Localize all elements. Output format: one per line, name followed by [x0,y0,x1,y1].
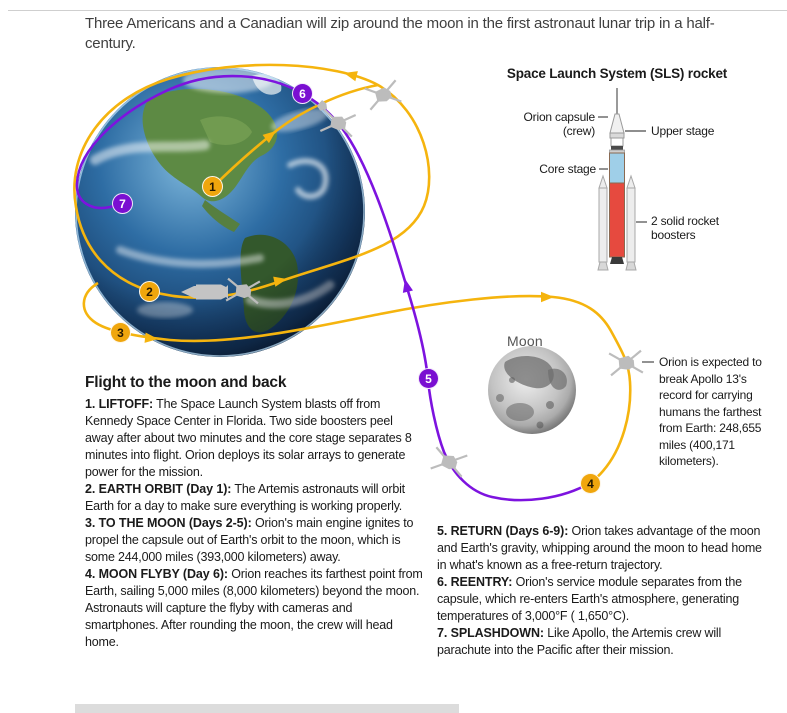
waypoint-3: 3 [110,322,131,343]
waypoint-2: 2 [139,281,160,302]
orion-spacecraft-icon [365,80,402,110]
step-4 [85,566,423,651]
step-4-text: Orion reaches its farthest point from Earth, sailing 5,000 miles (8,000 kilometers) beyond the moon. Astronauts will capture the flyby with cameras and smartphones. After rounding the moon, the crew will head home. [85,567,423,649]
waypoint-7: 7 [112,193,133,214]
orion-spacecraft-icon [609,351,643,376]
step-7-text: Like Apollo, the Artemis crew will parachute into the Pacific after their mission. [437,626,722,657]
step-7 [437,625,763,659]
label-boosters: 2 solid rocket boosters [651,214,719,242]
step-5 [437,523,763,574]
trajectory-arrow [343,68,358,81]
step-5-text: Orion takes advantage of the moon and Earth's gravity, whipping around the moon to head home in what's known as a free-return trajectory. [437,524,762,572]
moon-label: Moon [507,333,543,349]
label-upper-stage: Upper stage [651,124,715,138]
step-1-label: 1. LIFTOFF: [85,397,154,411]
trajectory-arrow [400,278,413,293]
waypoint-1: 1 [202,176,223,197]
flight-title: Flight to the moon and back [85,374,287,391]
step-3-text: Orion's main engine ignites to propel the capsule out of Earth's orbit to the moon, which is some 244,000 miles (393,000 kilometers) away. [85,516,414,564]
orion-capsule-shape [610,114,624,133]
step-6 [437,574,763,625]
step-7-label: 7. SPLASHDOWN: [437,626,544,640]
intro-text: Three Americans and a Canadian will zip around the moon in the first astronaut lunar trip in a half-century. [85,15,715,52]
flight-steps-right-column [437,523,763,659]
sls-panel-title: Space Launch System (SLS) rocket [506,66,728,81]
bottom-bar [75,704,459,713]
step-3-label: 3. TO THE MOON (Days 2-5): [85,516,252,530]
label-core-stage: Core stage [539,162,596,176]
waypoint-5: 5 [418,368,439,389]
step-6-text: Orion's service module separates from the capsule, which re-enters Earth's atmosphere, generating temperatures of 3,000°F ( 1,650°C). [437,575,742,623]
label-orion-capsule [500,110,595,138]
step-1-text: The Space Launch System blasts off from Kennedy Space Center in Florida. Two side boosters peel away after about two minutes and the core stage separates 8 minutes into flight. Orion deploys its solar arrays to generate power for the mission. [85,397,412,479]
step-2-text: The Artemis astronauts will orbit Earth for a day to make sure everything is working properly. [85,482,405,513]
upper-stage-shape [611,138,623,146]
step-3 [85,515,423,566]
step-6-label: 6. REENTRY: [437,575,513,589]
waypoint-6: 6 [292,83,313,104]
core-stage-lower-shape [610,183,625,257]
orion-spacecraft-icon [431,447,468,477]
label-orion-capsule-line1: Orion capsule [523,110,595,124]
step-5-label: 5. RETURN (Days 6-9): [437,524,569,538]
trajectory-arrow [541,292,554,302]
step-2-label: 2. EARTH ORBIT (Day 1): [85,482,232,496]
step-2 [85,481,423,515]
flight-steps-left-column [85,374,423,651]
sls-rocket-diagram [598,88,647,270]
step-4-label: 4. MOON FLYBY (Day 6): [85,567,228,581]
label-orion-capsule-line2: (crew) [562,124,595,138]
step-1 [85,396,423,481]
moon-illustration [488,346,576,434]
core-stage-upper-shape [610,153,625,183]
moon-annotation: Orion is expected to break Apollo 13's record for carrying humans the farthest from Earth: 248,655 miles (400,171 kilometers). [659,355,762,468]
waypoint-4: 4 [580,473,601,494]
